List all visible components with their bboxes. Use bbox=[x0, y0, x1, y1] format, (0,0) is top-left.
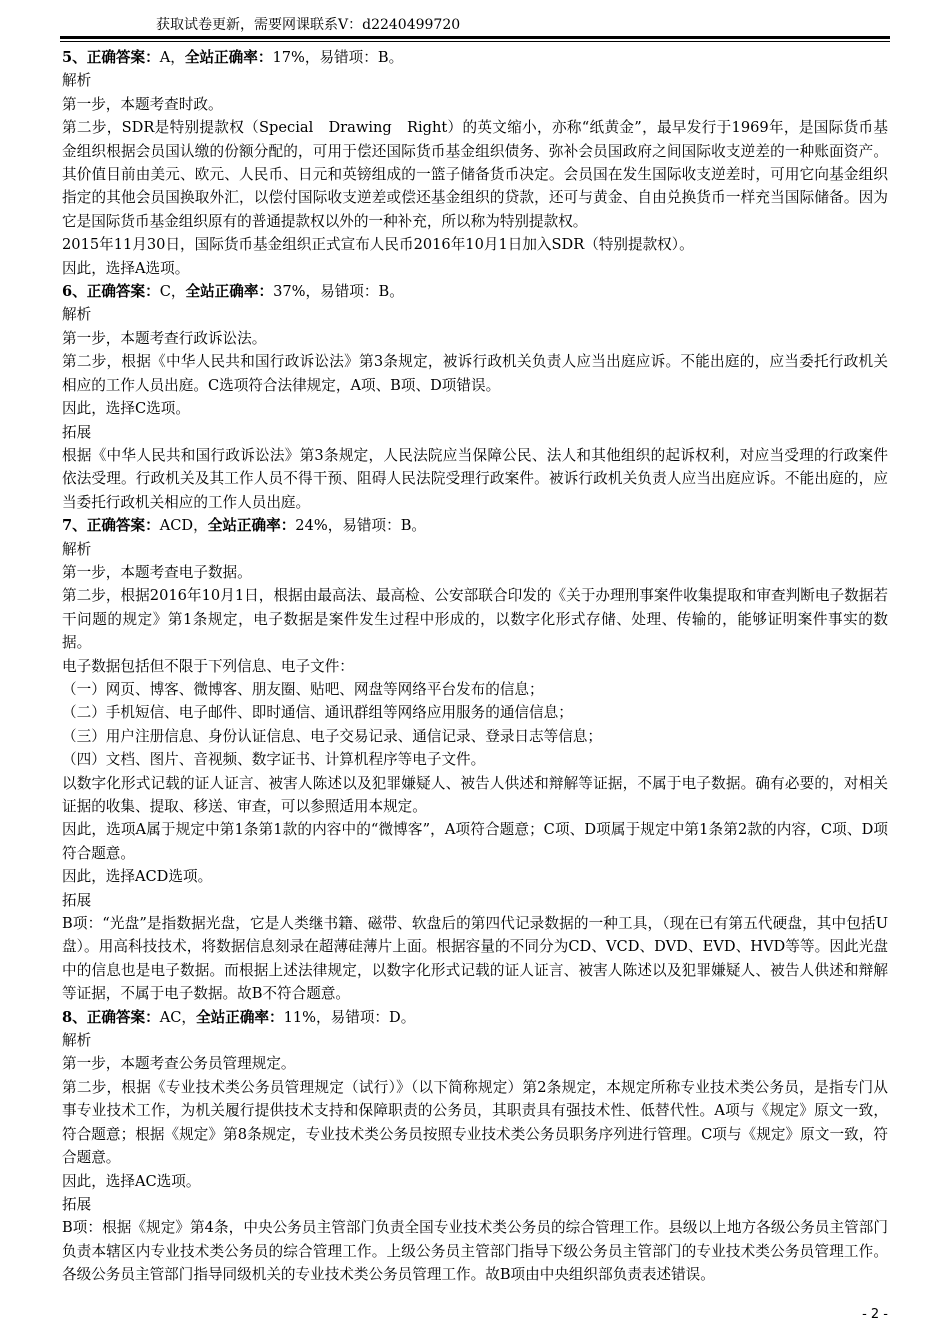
paragraph: 第二步，根据《中华人民共和国行政诉讼法》第3条规定，被诉行政机关负责人应当出庭应诉。不能出庭的，应当委托行政机关相应的工作人员出庭。C选项符合法律规定，A项、B项、D项错误。 bbox=[62, 353, 888, 394]
paragraph: 根据《中华人民共和国行政诉讼法》第3条规定，人民法院应当保障公民、法人和其他组织的起诉权利，对应当受理的行政案件依法受理。行政机关及其工作人员不得干预、阻碍人民法院受理行政案件。被诉行政机关负责人应当出庭应诉。不能出庭的，应当委托行政机关相应的工作人员出庭。 bbox=[62, 446, 888, 511]
paragraph: 因此，选项A属于规定中第1条第1款的内容中的“微博客”，A项符合题意；C项、D项属于规定中第1条第2款的内容，C项、D项符合题意。 bbox=[62, 821, 888, 862]
header-contact-text: 获取试卷更新，需要网课联系V：d2240499720 bbox=[156, 17, 461, 33]
paragraph: B项：“光盘”是指数据光盘，它是人类继书籍、磁带、软盘后的第四代记录数据的一种工具，（现在已有第五代硬盘，其中包括U盘）。用高科技技术，将数据信息刻录在超薄硅薄片上面。根据容量的不同分为CD、VCD、DVD、EVD、HVD等等。因此光盘中的信息也是电子数据。而根据上述法律规定，以数字化形式记载的证人证言、被害人陈述以及犯罪嫌疑人、被告人供述和辩解等证据，不属于电子数据。故B不符合题意。 bbox=[62, 915, 888, 1003]
paragraph: 第一步，本题考查时政。 bbox=[62, 95, 223, 113]
question-block-6 bbox=[62, 280, 888, 514]
paragraph: B项：根据《规定》第4条，中央公务员主管部门负责全国专业技术类公务员的综合管理工作。县级以上地方各级公务员主管部门负责本辖区内专业技术类公务员的综合管理工作。上级公务员主管部门指导下级公务员主管部门的专业技术类公务员管理工作。各级公务员主管部门指导同级机关的专业技术类公务员管理工作。故B项由中央组织部负责表述错误。 bbox=[62, 1219, 888, 1284]
paragraph: 第一步，本题考查行政诉讼法。 bbox=[62, 329, 267, 347]
section-label: 拓展 bbox=[62, 1195, 92, 1213]
section-label: 拓展 bbox=[62, 891, 92, 909]
section-label: 解析 bbox=[62, 540, 92, 558]
paragraph: 因此，选择A选项。 bbox=[62, 259, 190, 277]
question-block-7 bbox=[62, 514, 888, 1006]
list-item: （一）网页、博客、微博客、朋友圈、贴吧、网盘等网络平台发布的信息； bbox=[62, 680, 544, 698]
section-label: 拓展 bbox=[62, 423, 92, 441]
section-label: 解析 bbox=[62, 72, 92, 90]
paragraph: 因此，选择C选项。 bbox=[62, 400, 190, 418]
paragraph: 第二步，根据2016年10月1日，根据由最高法、最高检、公安部联合印发的《关于办理刑事案件收集提取和审查判断电子数据若干问题的规定》第1条规定，电子数据是案件发生过程中形成的，以数字化形式存储、处理、传输的，能够证明案件事实的数据。 bbox=[62, 587, 888, 652]
answer-content bbox=[62, 46, 888, 1287]
paragraph: 电子数据包括但不限于下列信息、电子文件： bbox=[62, 657, 354, 675]
header-rule-thin bbox=[60, 41, 890, 42]
list-item: （二）手机短信、电子邮件、即时通信、通讯群组等网络应用服务的通信信息； bbox=[62, 704, 573, 722]
paragraph: 第二步，根据《专业技术类公务员管理规定（试行）》（以下简称规定）第2条规定，本规定所称专业技术类公务员，是指专门从事专业技术工作，为机关履行提供技术支持和保障职责的公务员，其职责具有强技术性、低替代性。A项与《规定》原文一致，符合题意；根据《规定》第8条规定，专业技术类公务员按照专业技术类公务员职务序列进行管理。C项与《规定》原文一致，符合题意。 bbox=[62, 1078, 888, 1167]
header-rule-thick bbox=[60, 36, 890, 39]
paragraph: 以数字化形式记载的证人证言、被害人陈述以及犯罪嫌疑人、被告人供述和辩解等证据，不属于电子数据。确有必要的，对相关证据的收集、提取、移送、审查，可以参照适用本规定。 bbox=[62, 774, 888, 815]
section-label: 解析 bbox=[62, 1032, 92, 1050]
paragraph: 因此，选择AC选项。 bbox=[62, 1172, 201, 1190]
list-item: （三）用户注册信息、身份认证信息、电子交易记录、通信记录、登录日志等信息； bbox=[62, 727, 602, 745]
question-heading: 6、正确答案：C，全站正确率：37%，易错项：B。 bbox=[62, 283, 404, 301]
page-number: - 2 - bbox=[862, 1307, 888, 1322]
section-label: 解析 bbox=[62, 306, 92, 324]
question-heading: 5、正确答案：A，全站正确率：17%，易错项：B。 bbox=[62, 49, 404, 66]
question-heading: 8、正确答案：AC，全站正确率：11%，易错项：D。 bbox=[62, 1008, 416, 1026]
paragraph: 第一步，本题考查公务员管理规定。 bbox=[62, 1055, 296, 1073]
paragraph: 2015年11月30日，国际货币基金组织正式宣布人民币2016年10月1日加入SDR（特别提款权）。 bbox=[62, 236, 694, 254]
paragraph: 第一步，本题考查电子数据。 bbox=[62, 563, 252, 581]
page-header bbox=[60, 12, 890, 40]
question-block-8 bbox=[62, 1006, 888, 1287]
paragraph: 因此，选择ACD选项。 bbox=[62, 868, 213, 886]
question-heading: 7、正确答案：ACD，全站正确率：24%，易错项：B。 bbox=[62, 517, 427, 535]
list-item: （四）文档、图片、音视频、数字证书、计算机程序等电子文件。 bbox=[62, 751, 486, 769]
paragraph: 第二步，SDR是特别提款权（Special Drawing Right）的英文缩小，亦称“纸黄金”，最早发行于1969年，是国际货币基金组织根据会员国认缴的份额分配的，可用于偿还国际货币基金组织债务、弥补会员国政府之间国际收支逆差的一种账面资产。其价值目前由美元、欧元、人民币、日元和英镑组成的一篮子储备货币决定。会员国在发生国际收支逆差时，可用它向基金组织指定的其他会员国换取外汇，以偿付国际收支逆差或偿还基金组织的贷款，还可与黄金、自由兑换货币一样充当国际储备。因为它是国际货币基金组织原有的普通提款权以外的一种补充，所以称为特别提款权。 bbox=[62, 119, 888, 230]
question-block-5 bbox=[62, 46, 888, 280]
